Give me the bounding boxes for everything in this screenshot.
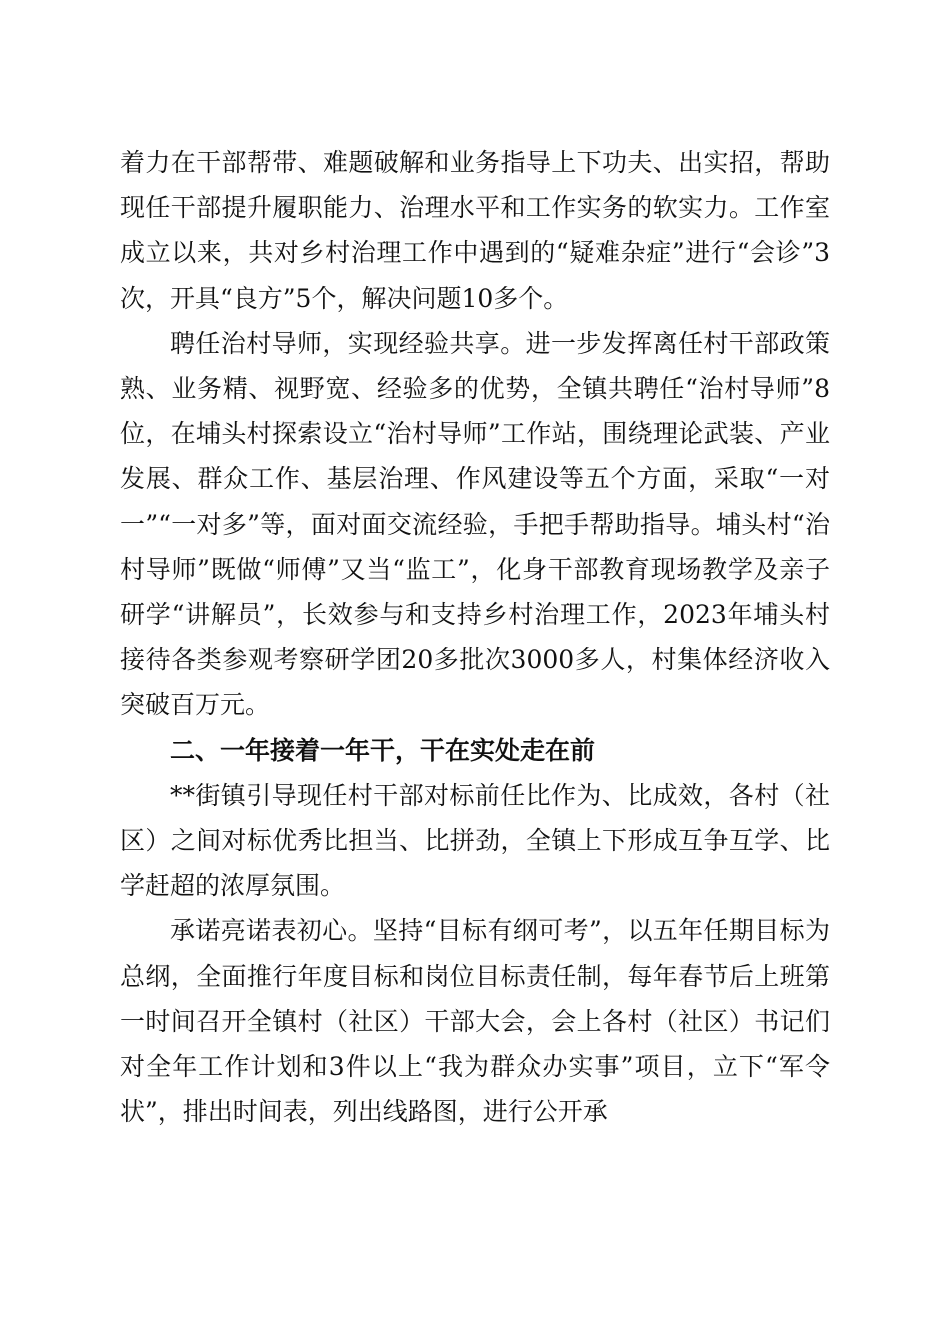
section-heading: 二、一年接着一年干，干在实处走在前 [170, 735, 596, 765]
paragraph-mentor-program: 聘任治村导师，实现经验共享。进一步发挥离任村干部政策熟、业务精、视野宽、经验多的优势，全镇共聘任“治村导师”8位，在埔头村探索设立“治村导师”工作站，围绕理论武装、产业发展、群众工作、基层治理、作风建设等五个方面，采取“一对一”“一对多”等，面对面交流经验，手把手帮助指导。埔头村“治村导师”既做“师傅”又当“监工”，化身干部教育现场教学及亲子研学“讲解员”，长效参与和支持乡村治理工作，2023年埔头村接待各类参观考察研学团20多批次3000多人，村集体经济收入突破百万元。 [120, 328, 830, 720]
paragraph-continuation: 着力在干部帮带、难题破解和业务指导上下功夫、出实招，帮助现任干部提升履职能力、治理水平和工作实务的软实力。工作室成立以来，共对乡村治理工作中遇到的“疑难杂症”进行“会诊”3次，开具“良方”5个，解决问题10多个。 [120, 148, 830, 313]
paragraph-commitment: 承诺亮诺表初心。坚持“目标有纲可考”，以五年任期目标为总纲，全面推行年度目标和岗位目标责任制，每年春节后上班第一时间召开全镇村（社区）干部大会，会上各村（社区）书记们对全年工作计划和3件以上“我为群众办实事”项目，立下“军令状”，排出时间表，列出线路图，进行公开承 [120, 916, 830, 1127]
paragraph-section-intro: **街镇引导现任村干部对标前任比作为、比成效，各村（社区）之间对标优秀比担当、比拼劲，全镇上下形成互争互学、比学赶超的浓厚氛围。 [120, 780, 830, 901]
document-body [120, 140, 830, 1134]
